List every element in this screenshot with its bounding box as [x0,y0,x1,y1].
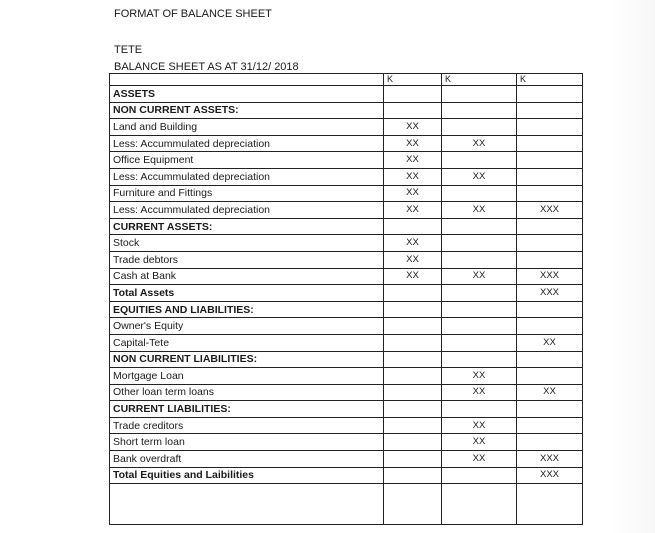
amount-cell-col2: XX [442,384,517,401]
blank-cell [110,484,384,525]
amount-cell-col1: XX [384,235,442,252]
amount-cell-col1: XX [384,152,442,169]
amount-cell-col1 [384,401,442,418]
amount-cell-col2: XX [442,417,517,434]
column-header: K [442,74,517,86]
amount-cell-col2 [442,251,517,268]
amount-cell-col1 [384,102,442,119]
amount-cell-col3 [517,251,583,268]
amount-cell-col3: XXX [517,467,583,484]
amount-cell-col3: XXX [517,285,583,302]
row-label: Bank overdraft [110,451,384,468]
table-row [110,451,583,468]
row-label: CURRENT ASSETS: [110,218,384,235]
amount-cell-col1 [384,384,442,401]
table-row [110,467,583,484]
amount-cell-col3 [517,168,583,185]
table-row [110,268,583,285]
row-label: Stock [110,235,384,252]
table-row [110,401,583,418]
amount-cell-col2: XX [442,202,517,219]
row-label: CURRENT LIABILITIES: [110,401,384,418]
row-label: Capital-Tete [110,334,384,351]
table-row [110,301,583,318]
row-label: Total Equities and Laibilities [110,467,384,484]
row-label: EQUITIES AND LIABILITIES: [110,301,384,318]
amount-cell-col2: XX [442,451,517,468]
table-row [110,318,583,335]
amount-cell-col2: XX [442,168,517,185]
table-row [110,285,583,302]
amount-cell-col2 [442,86,517,103]
amount-cell-col1: XX [384,202,442,219]
amount-cell-col2 [442,318,517,335]
amount-cell-col2 [442,401,517,418]
row-label: Short term loan [110,434,384,451]
amount-cell-col3 [517,86,583,103]
amount-cell-col1: XX [384,185,442,202]
blank-cell [384,484,442,525]
row-label: Other loan term loans [110,384,384,401]
header-label-cell [110,74,384,86]
row-label: Land and Building [110,119,384,136]
table-row [110,185,583,202]
table-row [110,102,583,119]
column-header: K [517,74,583,86]
row-label: NON CURRENT ASSETS: [110,102,384,119]
table-row [110,86,583,103]
row-label: Trade creditors [110,417,384,434]
amount-cell-col2 [442,102,517,119]
table-row [110,434,583,451]
format-title: FORMAT OF BALANCE SHEET [114,8,272,20]
row-label: Less: Accummulated depreciation [110,168,384,185]
amount-cell-col1 [384,451,442,468]
amount-cell-col1 [384,318,442,335]
amount-cell-col3 [517,135,583,152]
amount-cell-col2 [442,467,517,484]
amount-cell-col1 [384,334,442,351]
amount-cell-col1: XX [384,135,442,152]
entity-name: TETE [114,44,143,56]
amount-cell-col3 [517,318,583,335]
table-row [110,334,583,351]
blank-cell [517,484,583,525]
amount-cell-col3 [517,351,583,368]
amount-cell-col1: XX [384,268,442,285]
amount-cell-col1: XX [384,119,442,136]
scan-edge [609,0,655,533]
column-header-row [110,74,583,86]
column-header: K [384,74,442,86]
row-label: ASSETS [110,86,384,103]
amount-cell-col3 [517,102,583,119]
amount-cell-col2: XX [442,434,517,451]
amount-cell-col3 [517,218,583,235]
balance-sheet-table [109,73,583,525]
amount-cell-col1 [384,285,442,302]
table-row [110,368,583,385]
balance-sheet-title: BALANCE SHEET AS AT 31/12/ 2018 [114,61,299,73]
blank-row [110,484,583,525]
amount-cell-col2 [442,334,517,351]
amount-cell-col1: XX [384,168,442,185]
amount-cell-col2 [442,301,517,318]
amount-cell-col3: XX [517,334,583,351]
amount-cell-col2: XX [442,135,517,152]
table-row [110,251,583,268]
row-label: NON CURRENT LIABILITIES: [110,351,384,368]
row-label: Cash at Bank [110,268,384,285]
amount-cell-col3 [517,401,583,418]
amount-cell-col2 [442,285,517,302]
amount-cell-col3 [517,417,583,434]
amount-cell-col1 [384,301,442,318]
amount-cell-col1 [384,351,442,368]
amount-cell-col1 [384,86,442,103]
amount-cell-col3 [517,152,583,169]
amount-cell-col3 [517,434,583,451]
amount-cell-col1: XX [384,251,442,268]
row-label: Less: Accummulated depreciation [110,135,384,152]
amount-cell-col2: XX [442,268,517,285]
amount-cell-col3: XX [517,384,583,401]
amount-cell-col3 [517,235,583,252]
table-row [110,135,583,152]
amount-cell-col3 [517,119,583,136]
row-label: Owner's Equity [110,318,384,335]
amount-cell-col3 [517,185,583,202]
amount-cell-col2: XX [442,368,517,385]
row-label: Mortgage Loan [110,368,384,385]
table-row [110,417,583,434]
table-row [110,235,583,252]
row-label: Less: Accummulated depreciation [110,202,384,219]
table-row [110,218,583,235]
amount-cell-col3: XXX [517,451,583,468]
amount-cell-col2 [442,119,517,136]
table-row [110,202,583,219]
amount-cell-col2 [442,235,517,252]
row-label: Trade debtors [110,251,384,268]
amount-cell-col2 [442,218,517,235]
amount-cell-col3 [517,301,583,318]
amount-cell-col1 [384,434,442,451]
amount-cell-col3: XXX [517,202,583,219]
table-row [110,168,583,185]
blank-cell [442,484,517,525]
table-row [110,384,583,401]
amount-cell-col1 [384,467,442,484]
amount-cell-col3: XXX [517,268,583,285]
amount-cell-col1 [384,218,442,235]
row-label: Furniture and Fittings [110,185,384,202]
row-label: Total Assets [110,285,384,302]
table-row [110,152,583,169]
amount-cell-col2 [442,185,517,202]
table-row [110,351,583,368]
row-label: Office Equipment [110,152,384,169]
table-row [110,119,583,136]
amount-cell-col1 [384,417,442,434]
amount-cell-col2 [442,351,517,368]
amount-cell-col2 [442,152,517,169]
amount-cell-col3 [517,368,583,385]
amount-cell-col1 [384,368,442,385]
